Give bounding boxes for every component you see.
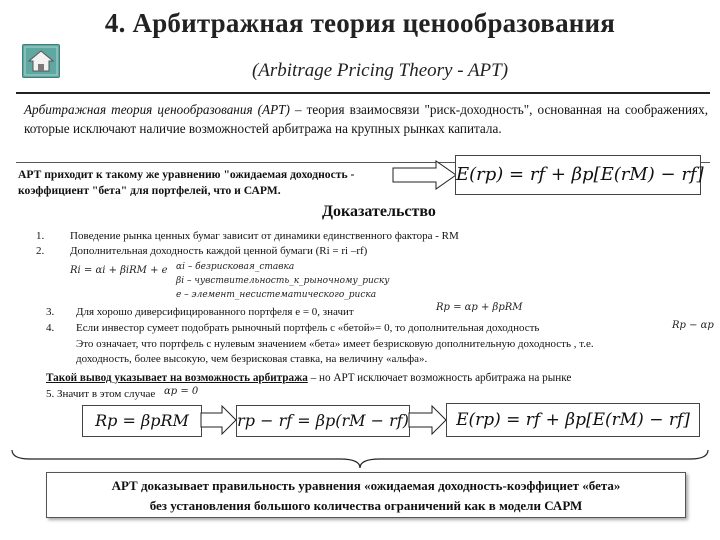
final-formula-2: rp − rf = βp(rM − rf) [236, 405, 410, 437]
arrow-icon [408, 405, 448, 440]
list-number-4: 4. [46, 322, 55, 334]
conclusion-underlined: Такой вывод указывает на возможность арбитража [46, 372, 308, 384]
page-title: 4. Арбитражная теория ценообразования [104, 8, 616, 38]
conclusion-line-5: 5. Значит в этом случае [46, 388, 156, 400]
arrow-icon [200, 405, 238, 440]
list-number-2: 2. [36, 245, 45, 257]
conclusion-box-line-1: АРТ доказывает правильность уравнения «ожидаемая доходность-коэффициет «бета» [111, 478, 621, 493]
list-number-1: 1. [36, 230, 45, 242]
definition-text: – теория взаимосвязи "риск-доходность", основанная на соображениях, которые исключают наличие возможностей арбитража на крупных рынках капитала. [24, 102, 708, 136]
final-formula-3: E(rp) = rf + βp[E(rM) − rf] [446, 403, 700, 437]
definition-term: Арбитражная теория ценообразования (APT) [24, 102, 290, 117]
excess-return-formula: Rp − αp [672, 320, 714, 331]
list-item-3: Для хорошо диверсифицированного портфеля e = 0, значит [76, 306, 354, 318]
curly-brace-icon [10, 448, 710, 475]
header-divider [16, 92, 710, 94]
conclusion-rest: – но APT исключает возможность арбитража на рынке [307, 372, 572, 384]
diversified-portfolio-formula: Rp = αp + βpRM [436, 302, 523, 313]
factor-model-formula: Ri = αi + βiRM + e [70, 265, 168, 276]
expected-return-formula: E(rp) = rf + βp[E(rM) − rf] [455, 155, 701, 195]
list-item-1: Поведение рынка ценных бумаг зависит от динамики единственного фактора - RM [70, 230, 459, 242]
alpha-zero-formula: αp = 0 [164, 386, 199, 397]
conclusion-text [46, 371, 710, 386]
list-item-4: Если инвестор сумеет подобрать рыночный портфель с «бетой»= 0, то дополнительная доходность [76, 322, 540, 334]
final-formula-1: Rp = βpRM [82, 405, 202, 437]
list-number-3: 3. [46, 306, 55, 318]
apt-intro-text: АРТ приходит к такому же уравнению "ожидаемая доходность - коэффициент "бета" для портфелей, что и САРМ. [18, 168, 355, 197]
page-subtitle: (Arbitrage Pricing Theory - APT) [251, 60, 509, 81]
proof-title: Доказательство [322, 203, 436, 220]
list-item-4-explanation: Это означает, что портфель с нулевым значением «бета» имеет безрисковую дополнительную доходность , т.е. доходность, более высокую, чем безрисковая ставка, на величину «альфа». [76, 338, 594, 365]
legend-e: e – элемент_несистематического_риска [176, 290, 377, 300]
list-item-2: Дополнительная доходность каждой ценной бумаги (Ri = ri –rf) [70, 245, 368, 257]
legend-alpha: αi – безрисковая_ставка [176, 262, 295, 272]
legend-beta: βi – чувствительность_к_рыночному_риску [176, 276, 390, 286]
conclusion-box-line-2: без установления большого количества ограничений как в модели САРМ [149, 498, 583, 513]
definition-paragraph [24, 100, 708, 138]
arrow-icon [392, 160, 458, 195]
conclusion-box [46, 472, 686, 518]
